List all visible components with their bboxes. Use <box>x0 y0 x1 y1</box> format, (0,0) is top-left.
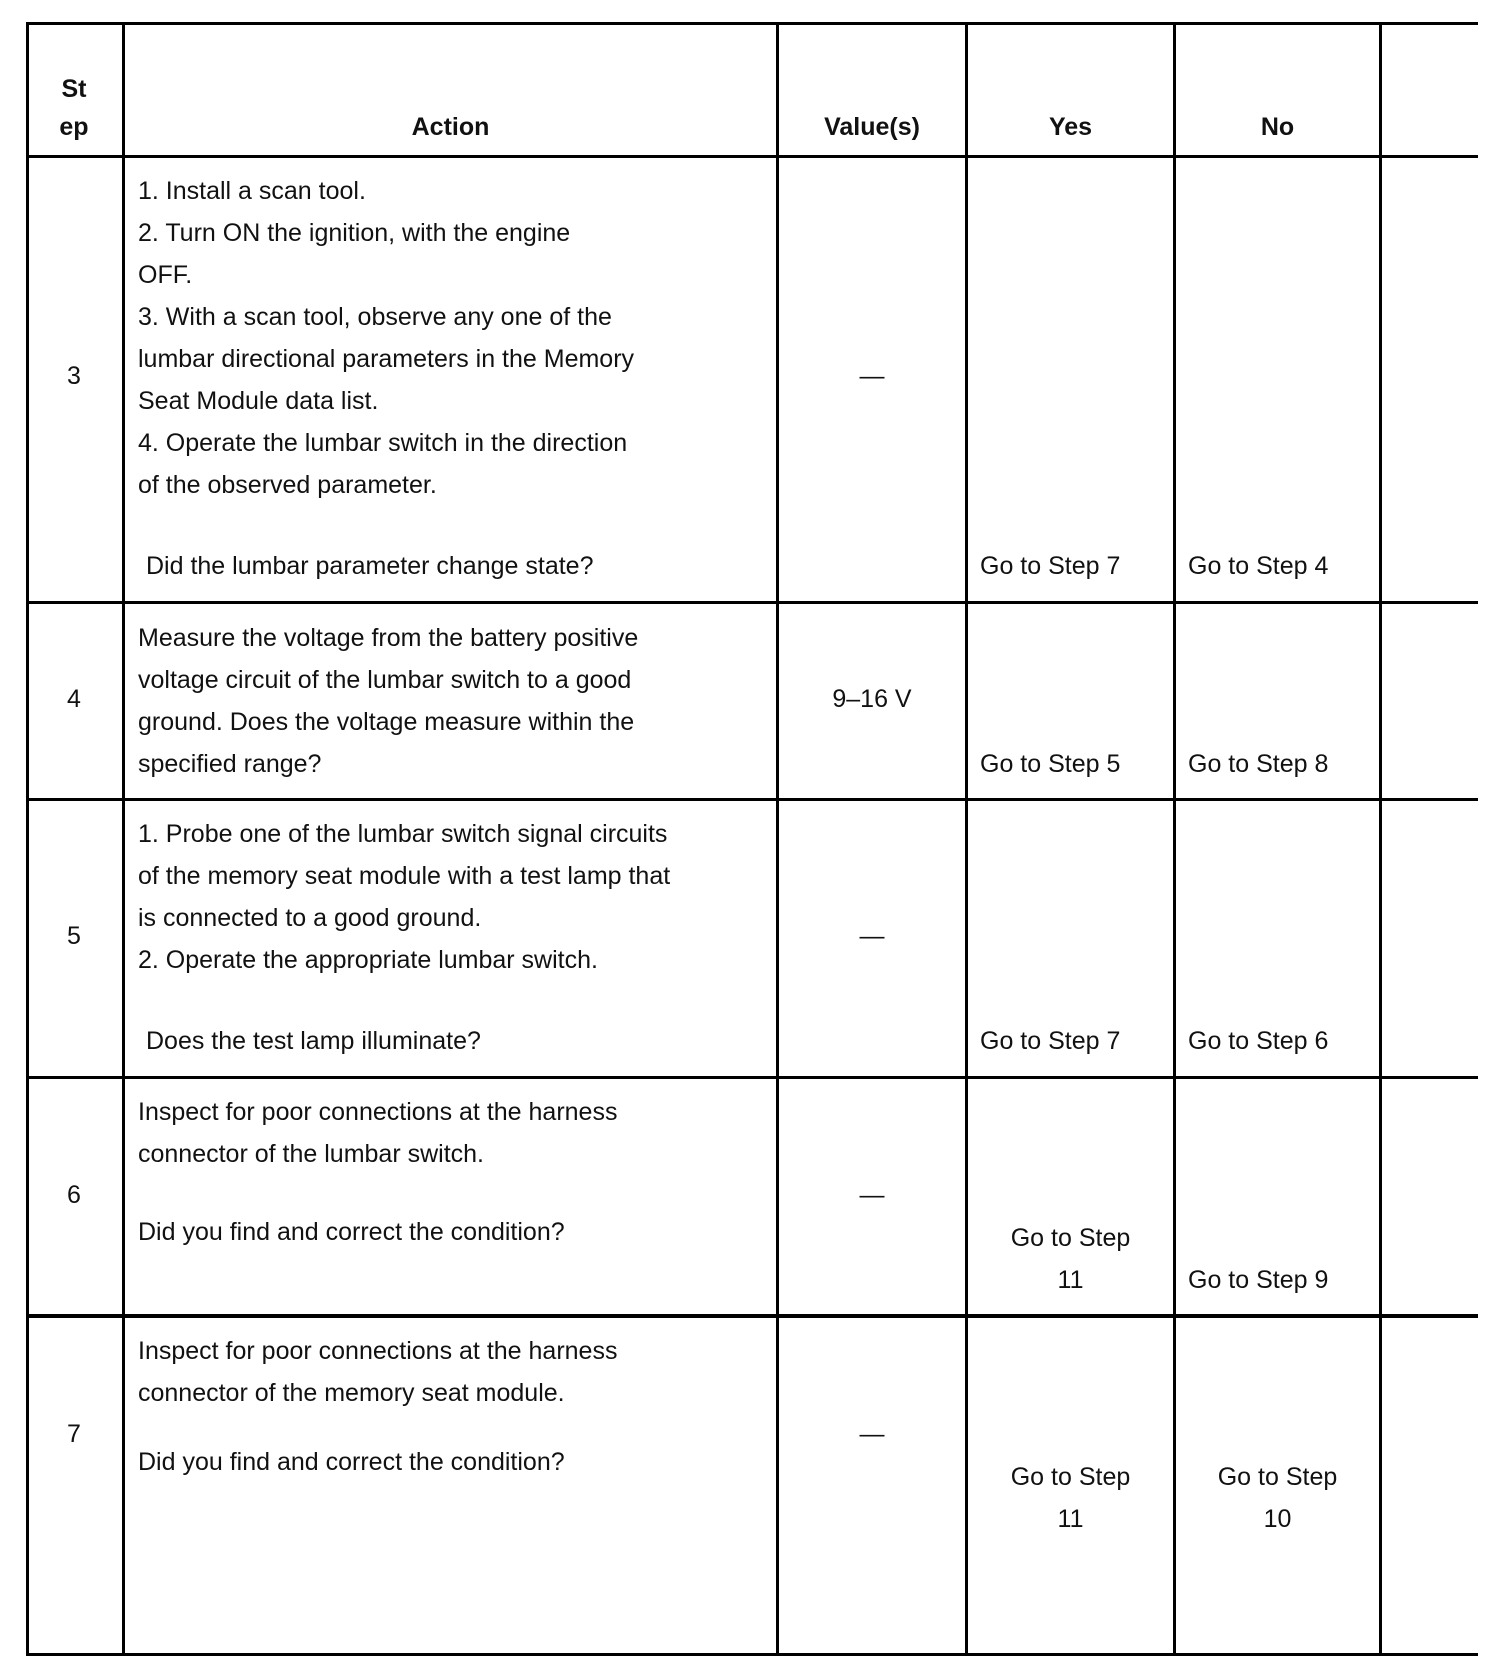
row-7-no: 10 <box>1263 1505 1292 1533</box>
header-values: Value(s) <box>824 113 920 141</box>
row-7-value: — <box>859 1420 885 1448</box>
row-6-question: Did you find and correct the condition? <box>138 1218 565 1246</box>
row-7-step: 7 <box>67 1420 81 1448</box>
rule-col-action <box>122 22 125 1656</box>
rule-row3 <box>26 601 1478 604</box>
row-6-value: — <box>859 1181 885 1209</box>
rule-col-yes <box>965 22 968 1656</box>
rule-row4 <box>26 798 1478 801</box>
row-3-action: 1. Install a scan tool. <box>138 177 366 205</box>
header-step-2: ep <box>59 113 89 141</box>
header-no: No <box>1260 113 1295 141</box>
row-5-step: 5 <box>67 922 81 950</box>
rule-col-no <box>1173 22 1176 1656</box>
row-5-action: of the memory seat module with a test lamp that <box>138 862 671 890</box>
header-action: Action <box>411 113 490 141</box>
row-5-action: is connected to a good ground. <box>138 904 482 932</box>
row-5-action: 2. Operate the appropriate lumbar switch. <box>138 946 598 974</box>
row-5-question: Does the test lamp illuminate? <box>146 1027 481 1055</box>
row-5-action: 1. Probe one of the lumbar switch signal circuits <box>138 820 668 848</box>
row-6-action: connector of the lumbar switch. <box>138 1140 484 1168</box>
row-4-value: 9–16 V <box>832 685 912 713</box>
rule-row6 <box>26 1314 1478 1318</box>
row-3-action: 3. With a scan tool, observe any one of the <box>138 303 612 331</box>
rule-bottom <box>26 1653 1478 1656</box>
row-7-question: Did you find and correct the condition? <box>138 1448 565 1476</box>
row-3-action: 2. Turn ON the ignition, with the engine <box>138 219 571 247</box>
row-4-step: 4 <box>67 685 81 713</box>
row-3-action: Seat Module data list. <box>138 387 379 415</box>
row-3-value: — <box>859 362 885 390</box>
row-3-no: Go to Step 4 <box>1188 552 1329 580</box>
row-4-yes: Go to Step 5 <box>980 750 1121 778</box>
diagnostic-table <box>26 22 1478 1658</box>
row-5-yes: Go to Step 7 <box>980 1027 1121 1055</box>
row-5-no: Go to Step 6 <box>1188 1027 1329 1055</box>
row-7-no: Go to Step <box>1217 1463 1338 1491</box>
row-6-action: Inspect for poor connections at the harness <box>138 1098 618 1126</box>
row-4-no: Go to Step 8 <box>1188 750 1329 778</box>
row-7-yes: 11 <box>1057 1505 1084 1533</box>
row-3-question: Did the lumbar parameter change state? <box>146 552 594 580</box>
row-6-no: Go to Step 9 <box>1188 1266 1329 1294</box>
rule-right <box>1379 22 1382 1656</box>
header-step-1: St <box>61 75 87 103</box>
row-3-yes: Go to Step 7 <box>980 552 1121 580</box>
row-7-yes: Go to Step <box>1010 1463 1131 1491</box>
row-3-action: of the observed parameter. <box>138 471 437 499</box>
row-4-action: specified range? <box>138 750 322 778</box>
row-4-action: voltage circuit of the lumbar switch to a good <box>138 666 632 694</box>
row-6-step: 6 <box>67 1181 81 1209</box>
row-6-yes: Go to Step <box>1010 1224 1131 1252</box>
rule-left <box>26 22 29 1656</box>
row-7-action: connector of the memory seat module. <box>138 1379 565 1407</box>
row-5-value: — <box>859 922 885 950</box>
rule-header <box>26 155 1478 158</box>
row-3-action: lumbar directional parameters in the Memory <box>138 345 635 373</box>
rule-top <box>26 22 1478 25</box>
row-4-action: Measure the voltage from the battery positive <box>138 624 639 652</box>
row-7-action: Inspect for poor connections at the harness <box>138 1337 618 1365</box>
row-6-yes: 11 <box>1057 1266 1084 1294</box>
row-3-step: 3 <box>67 362 81 390</box>
header-yes: Yes <box>1048 113 1093 141</box>
row-4-action: ground. Does the voltage measure within the <box>138 708 635 736</box>
row-3-action: 4. Operate the lumbar switch in the direction <box>138 429 628 457</box>
rule-row5 <box>26 1076 1478 1079</box>
rule-col-values <box>776 22 779 1656</box>
row-3-action: OFF. <box>138 261 193 289</box>
